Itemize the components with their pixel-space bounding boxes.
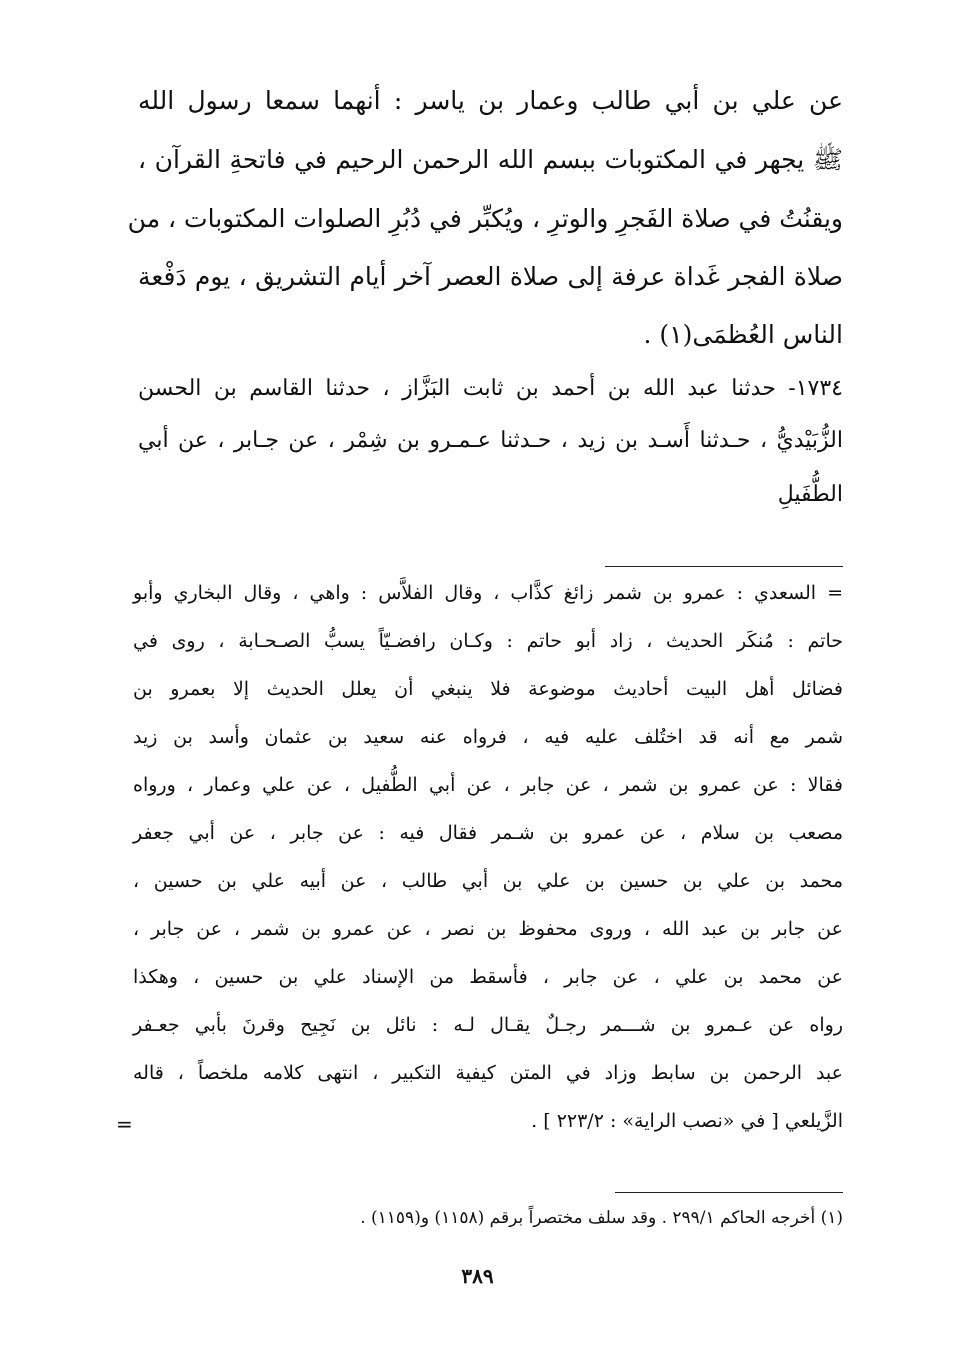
main-text-line: ﷺ يجهر في المكتوبات ببسم الله الرحمن الرحيم في فاتحةِ القرآن ، bbox=[138, 145, 843, 174]
footnote-1: (١) أخرجه الحاكم ٢٩٩/١ . وقد سلف مختصراً برقم (١١٥٨) و(١١٥٩) . bbox=[360, 1208, 843, 1228]
note-line: فضائل أهل البيت أحاديث موضوعة فلا ينبغي أن يعلل الحديث إلا بعمرو بن bbox=[133, 678, 843, 700]
note-line: فقالا : عن عمرو بن شمر ، عن جابر ، عن أبي الطُّفيل ، عن علي وعمار ، ورواه bbox=[133, 774, 843, 796]
note-line: حاتم : مُنكَر الحديث ، زاد أبو حاتم : وكـان رافضـيّاً يسبُّ الصـحـابة ، روى في bbox=[133, 630, 843, 652]
hadith-line: الزُّبَيْديُّ ، حـدثنا أَسـد بن زيد ، حـدثنا عـمـرو بن شِمْر ، عن جـابر ، عن أبي bbox=[138, 428, 843, 453]
main-text-line: الناس العُظمَى(١) . bbox=[643, 320, 843, 349]
continuation-mark: = bbox=[116, 1112, 133, 1136]
note-line: رواه عن عـمرو بن شـــمر رجـلٌ يقـال لـه : نائل بن نَجِيح وقرنَ بأبي جعـفر bbox=[133, 1014, 843, 1036]
note-line: الزَّيلعي [ في «نصب الراية» : ٢٢٣/٢ ] . bbox=[531, 1110, 843, 1132]
note-line: عن جابر بن عبد الله ، وروى محفوظ بن نصر ، عن عمرو بن شمر ، عن جابر ، bbox=[133, 918, 843, 940]
note-line: محمد بن علي بن حسين بن علي بن أبي طالب ، عن أبيه علي بن حسين ، bbox=[133, 870, 843, 892]
footnote-separator bbox=[615, 1192, 843, 1193]
note-line: شمر مع أنه قد اختُلف عليه فيه ، فرواه عنه سعيد بن عثمان وأسد بن زيد bbox=[133, 726, 843, 748]
hadith-line: الطُّفَيلِ bbox=[777, 482, 843, 507]
main-text-line: صلاة الفجر غَداة عرفة إلى صلاة العصر آخر أيام التشريق ، يوم دَفْعة bbox=[138, 262, 843, 291]
main-text-line: عن علي بن أبي طالب وعمار بن ياسر : أنهما سمعا رسول الله bbox=[138, 86, 843, 115]
note-line: = السعدي : عمرو بن شمر زائغ كذَّاب ، وقال الفلاَّس : واهي ، وقال البخاري وأبو bbox=[133, 582, 843, 604]
note-line: مصعب بن سلام ، عن عمرو بن شـمر فقال فيه : عن جابر ، عن أبي جعفر bbox=[133, 822, 843, 844]
hadith-line: ١٧٣٤- حدثنا عبد الله بن أحمد بن ثابت البَزَّاز ، حدثنا القاسم بن الحسن bbox=[138, 376, 843, 401]
note-separator bbox=[605, 566, 843, 567]
note-line: عبد الرحمن بن سابط وزاد في المتن كيفية التكبير ، انتهى كلامه ملخصاً ، قاله bbox=[133, 1062, 843, 1084]
note-line: عن محمد بن علي ، عن جابر ، فأسقط من الإسناد علي بن حسين ، وهكذا bbox=[133, 966, 843, 988]
main-text-line: ويقنُتُ في صلاة الفَجرِ والوترِ ، ويُكبِّر في دُبُرِ الصلوات المكتوبات ، من bbox=[127, 204, 843, 233]
page-number: ٣٨٩ bbox=[461, 1264, 494, 1288]
